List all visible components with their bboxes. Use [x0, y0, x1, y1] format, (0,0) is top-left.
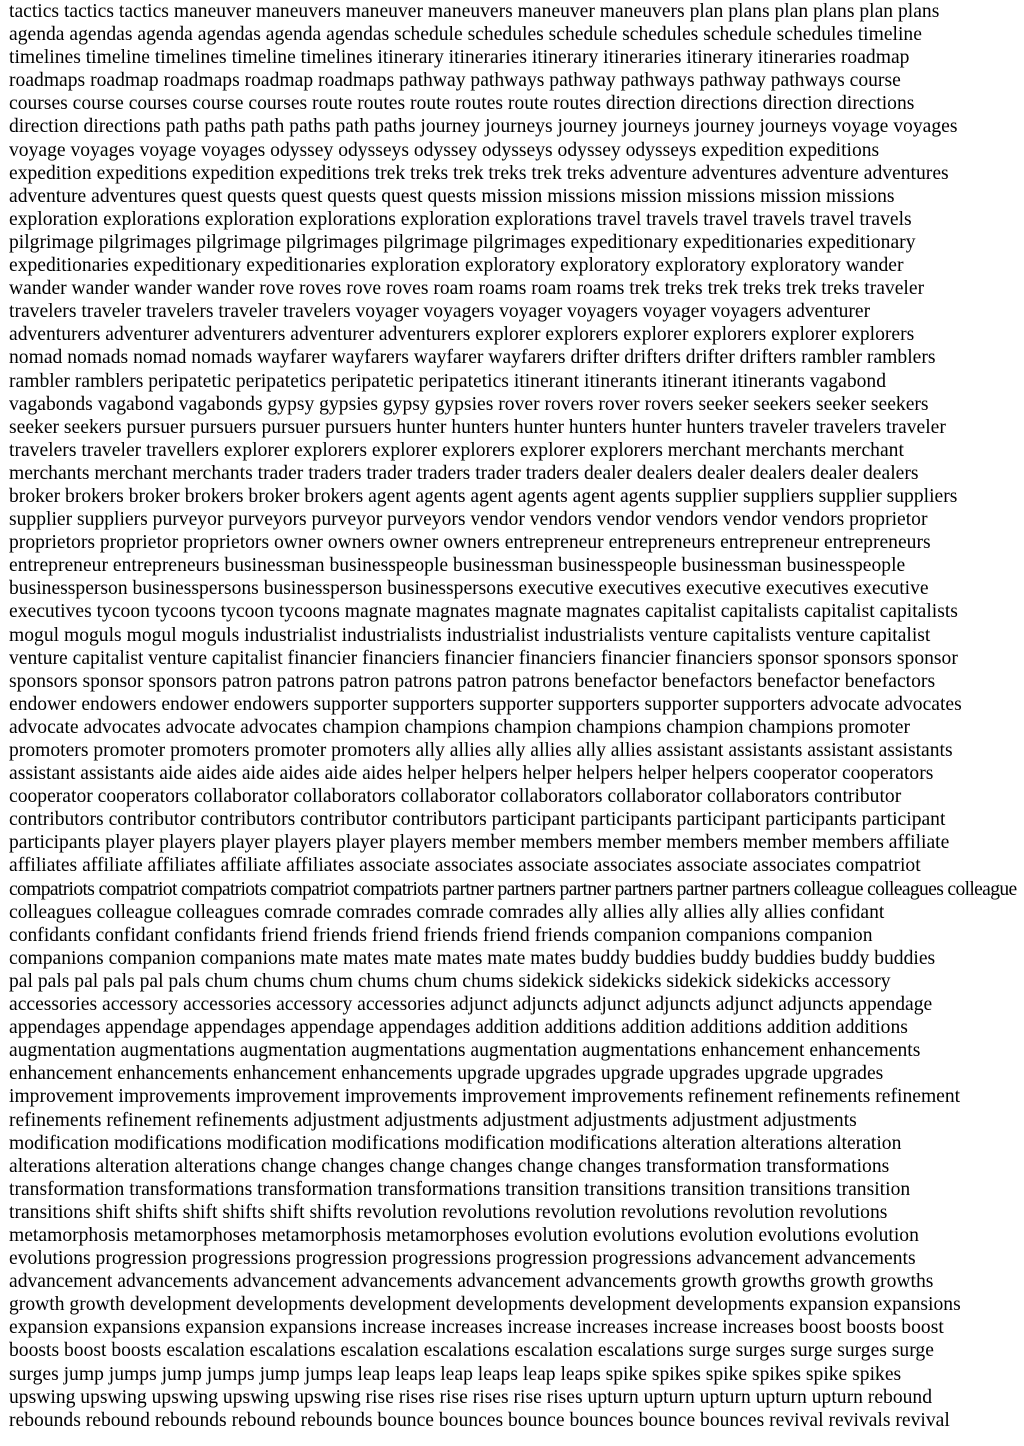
text-line: executives tycoon tycoons tycoon tycoons magnate magnates magnate magnates capitalist capitalists capitalist capitalists: [9, 601, 958, 623]
text-line: transformation transformations transformation transformations transition transitions transition transitions transition: [9, 1178, 911, 1200]
text-line: endower endowers endower endowers supporter supporters supporter supporters supporter supporters advocate advocates: [9, 693, 962, 715]
text-line: seeker seekers pursuer pursuers pursuer pursuers hunter hunters hunter hunters hunter hunters traveler travelers traveler: [9, 416, 946, 438]
text-line: adventure adventures quest quests quest quests quest quests mission missions mission missions mission missions: [9, 185, 895, 207]
text-line: transitions shift shifts shift shifts shift shifts revolution revolutions revolution revolutions revolution revolutions: [9, 1201, 888, 1223]
text-line: refinements refinement refinements adjustment adjustments adjustment adjustments adjustment adjustments: [9, 1109, 857, 1131]
text-line: enhancement enhancements enhancement enhancements upgrade upgrades upgrade upgrades upgrade upgrades: [9, 1063, 884, 1085]
text-line: assistant assistants aide aides aide aides aide aides helper helpers helper helpers helper helpers cooperator cooperators: [9, 763, 934, 785]
text-line: colleagues colleague colleagues comrade comrades comrade comrades ally allies ally allies ally allies confidant: [9, 901, 885, 923]
text-line: travelers traveler travellers explorer explorers explorer explorers explorer explorers merchant merchants merchant: [9, 439, 904, 461]
text-line: participants player players player players player players member members member members member members affiliate: [9, 832, 950, 854]
text-line: alterations alteration alterations change changes change changes change changes transformation transformations: [9, 1155, 890, 1177]
text-line: agenda agendas agenda agendas agenda agendas schedule schedules schedule schedules schedule schedules timeline: [9, 24, 922, 46]
text-line: boosts boost boosts escalation escalations escalation escalations escalation escalations surge surges surge surges surge: [9, 1340, 934, 1362]
text-line: metamorphosis metamorphoses metamorphosis metamorphoses evolution evolutions evolution evolutions evolution: [9, 1224, 919, 1246]
text-line: broker brokers broker brokers broker brokers agent agents agent agents agent agents supplier suppliers supplier suppliers: [9, 485, 958, 507]
text-line: proprietors proprietor proprietors owner owners owner owners entrepreneur entrepreneurs entrepreneur entrepreneurs: [9, 532, 931, 554]
text-line: timelines timeline timelines timeline timelines itinerary itineraries itinerary itineraries itinerary itineraries roadmap: [9, 47, 910, 69]
text-line: compatriots compatriot compatriots compatriot compatriots partner partners partner partners partner partners colleague colleagues colleague: [9, 878, 1017, 900]
text-line: vagabonds vagabond vagabonds gypsy gypsies gypsy gypsies rover rovers rover rovers seeker seekers seeker seekers: [9, 393, 929, 415]
text-line: expeditionaries expeditionary expeditionaries exploration exploratory exploratory exploratory exploratory wander: [9, 255, 904, 277]
text-line: cooperator cooperators collaborator collaborators collaborator collaborators collaborator collaborators contributor: [9, 786, 902, 808]
text-line: surges jump jumps jump jumps jump jumps leap leaps leap leaps leap leaps spike spikes spike spikes spike spikes: [9, 1363, 902, 1385]
text-line: rambler ramblers peripatetic peripatetics peripatetic peripatetics itinerant itinerants itinerant itinerants vagabond: [9, 370, 887, 392]
text-line: expedition expeditions expedition expeditions trek treks trek treks trek treks adventure adventures adventure adventures: [9, 162, 949, 184]
text-line: nomad nomads nomad nomads wayfarer wayfarers wayfarer wayfarers drifter drifters drifter drifters rambler ramblers: [9, 347, 936, 369]
text-line: adventurers adventurer adventurers adventurer adventurers explorer explorers explorer explorers explorer explorers: [9, 324, 915, 346]
text-line: modification modifications modification modifications modification modifications alteration alterations alteration: [9, 1132, 902, 1154]
text-line: expansion expansions expansion expansions increase increases increase increases increase increases boost boosts boost: [9, 1317, 944, 1339]
text-line: roadmaps roadmap roadmaps roadmap roadmaps pathway pathways pathway pathways pathway pathways course: [9, 70, 901, 92]
text-line: appendages appendage appendages appendage appendages addition additions addition additions addition additions: [9, 1017, 908, 1039]
text-line: pal pals pal pals pal pals chum chums chum chums chum chums sidekick sidekicks sidekick sidekicks accessory: [9, 970, 891, 992]
text-line: rebounds rebound rebounds rebound rebounds bounce bounces bounce bounces bounce bounces revival revivals revival: [9, 1409, 950, 1431]
text-line: companions companion companions mate mates mate mates mate mates buddy buddies buddy buddies buddy buddies: [9, 947, 936, 969]
text-line: voyage voyages voyage voyages odyssey odysseys odyssey odysseys odyssey odysseys expedition expeditions: [9, 139, 880, 161]
text-line: advocate advocates advocate advocates champion champions champion champions champion champions promoter: [9, 716, 911, 738]
text-line: upswing upswing upswing upswing upswing rise rises rise rises rise rises upturn upturn upturn upturn upturn rebound: [9, 1386, 933, 1408]
text-line: courses course courses course courses route routes route routes route routes direction directions direction directions: [9, 93, 915, 115]
text-line: pilgrimage pilgrimages pilgrimage pilgrimages pilgrimage pilgrimages expeditionary expeditionaries expeditionary: [9, 231, 916, 253]
text-line: direction directions path paths path paths path paths journey journeys journey journeys journey journeys voyage voyages: [9, 116, 958, 138]
text-line: travelers traveler travelers traveler travelers voyager voyagers voyager voyagers voyager voyagers adventurer: [9, 301, 871, 323]
text-line: supplier suppliers purveyor purveyors purveyor purveyors vendor vendors vendor vendors vendor vendors proprietor: [9, 509, 928, 531]
text-line: mogul moguls mogul moguls industrialist industrialists industrialist industrialists venture capitalists venture capitalist: [9, 624, 931, 646]
text-line: entrepreneur entrepreneurs businessman businesspeople businessman businesspeople businessman businesspeople: [9, 555, 906, 577]
text-line: exploration explorations exploration explorations exploration explorations travel travels travel travels travel travels: [9, 208, 912, 230]
text-line: evolutions progression progressions progression progressions progression progressions advancement advancements: [9, 1248, 916, 1270]
text-line: accessories accessory accessories accessory accessories adjunct adjuncts adjunct adjuncts adjunct adjuncts appendage: [9, 994, 933, 1016]
text-line: augmentation augmentations augmentation augmentations augmentation augmentations enhancement enhancements: [9, 1040, 921, 1062]
document-body: [9, 0, 1017, 1432]
text-line: advancement advancements advancement advancements advancement advancements growth growths growth growths: [9, 1271, 934, 1293]
text-line: venture capitalist venture capitalist financier financiers financier financiers financier financiers sponsor sponsors sponsor: [9, 647, 958, 669]
text-line: affiliates affiliate affiliates affiliate affiliates associate associates associate associates associate associates compatriot: [9, 855, 921, 877]
text-line: contributors contributor contributors contributor contributors participant participants participant participants participant: [9, 809, 946, 831]
text-line: improvement improvements improvement improvements improvement improvements refinement refinements refinement: [9, 1086, 961, 1108]
text-line: businessperson businesspersons businessperson businesspersons executive executives executive executives executive: [9, 578, 929, 600]
text-line: merchants merchant merchants trader traders trader traders trader traders dealer dealers dealer dealers dealer dealers: [9, 462, 919, 484]
text-line: growth growth development developments development developments development developments expansion expansions: [9, 1294, 961, 1316]
text-line: confidants confidant confidants friend friends friend friends friend friends companion companions companion: [9, 924, 873, 946]
text-line: tactics tactics tactics maneuver maneuvers maneuver maneuvers maneuver maneuvers plan plans plan plans plan plans: [9, 1, 940, 22]
text-line: promoters promoter promoters promoter promoters ally allies ally allies ally allies assistant assistants assistant assistants: [9, 740, 953, 761]
text-line: wander wander wander wander rove roves rove roves roam roams roam roams trek treks trek treks trek treks traveler: [9, 278, 925, 300]
text-line: sponsors sponsor sponsors patron patrons patron patrons patron patrons benefactor benefactors benefactor benefactors: [9, 670, 936, 692]
